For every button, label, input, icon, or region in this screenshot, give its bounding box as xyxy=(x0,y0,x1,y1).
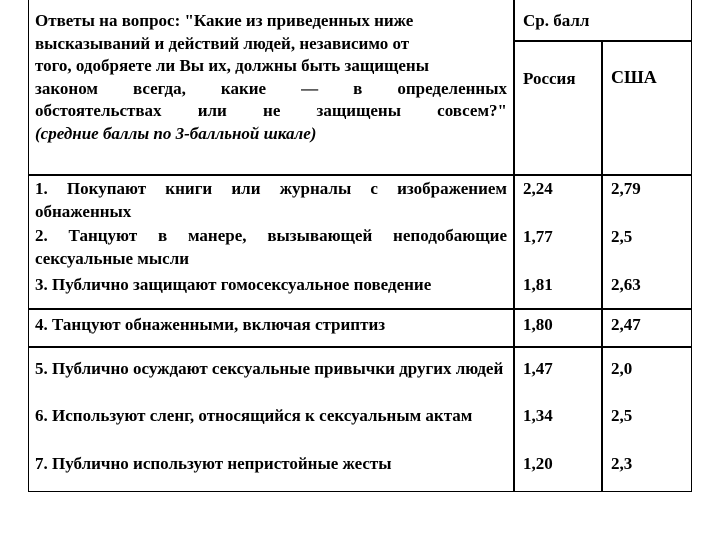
table-row-text: 2. Танцуют в манере, вызывающей неподобающие сексуальные мысли xyxy=(35,226,507,268)
table-row-russia: 1,20 xyxy=(523,454,553,473)
header-question-line-1: Ответы на вопрос: "Какие из приведенных ниже xyxy=(35,11,414,30)
table-row-usa: 2,63 xyxy=(611,275,641,294)
group-divider-2 xyxy=(29,346,691,348)
table-row-russia: 1,80 xyxy=(523,315,553,334)
col-russia-header: Россия xyxy=(523,69,576,88)
header-question-line-5: обстоятельствах или не защищены совсем?" xyxy=(35,101,507,120)
table-row-usa: 2,3 xyxy=(611,454,633,473)
column-divider-question xyxy=(513,0,515,492)
table-row-usa: 2,0 xyxy=(611,359,633,378)
header-note: (средние баллы по 3-балльной шкале) xyxy=(35,123,317,143)
table-row-text: 4. Танцуют обнаженными, включая стриптиз xyxy=(35,315,386,334)
table-row-usa: 2,5 xyxy=(611,227,633,246)
table-row-usa: 2,79 xyxy=(611,179,641,198)
header-question-line-2: высказываний и действий людей, независимо от xyxy=(35,33,410,53)
table-row-text: 3. Публично защищают гомосексуальное поведение xyxy=(35,275,432,294)
score-label: Ср. балл xyxy=(523,11,590,30)
table-row-text: 7. Публично используют непристойные жесты xyxy=(35,454,392,473)
survey-table xyxy=(28,0,692,492)
header-question-line-4: законом всегда, какие — в определенных xyxy=(35,78,507,98)
table-row-text: 5. Публично осуждают сексуальные привычки других людей xyxy=(35,359,504,378)
header-question xyxy=(35,11,507,145)
table-row-usa: 2,5 xyxy=(611,406,633,425)
table-row-russia: 2,24 xyxy=(523,179,553,198)
col-usa-header: США xyxy=(611,67,657,87)
table-row-russia: 1,34 xyxy=(523,406,553,425)
table-row-text: 6. Используют сленг, относящийся к сексуальным актам xyxy=(35,406,473,425)
header-question-line-3: того, одобряете ли Вы их, должны быть защищены xyxy=(35,56,429,75)
table-row-russia: 1,77 xyxy=(523,227,553,246)
header-score-divider xyxy=(513,40,691,42)
table-row-usa: 2,47 xyxy=(611,315,641,334)
header-divider xyxy=(29,174,691,176)
table-row-russia: 1,47 xyxy=(523,359,553,378)
table-row-russia: 1,81 xyxy=(523,275,553,294)
table-row-text: 1. Покупают книги или журналы с изображением обнаженных xyxy=(35,179,507,221)
column-divider-usa xyxy=(601,40,603,492)
group-divider-1 xyxy=(29,308,691,310)
